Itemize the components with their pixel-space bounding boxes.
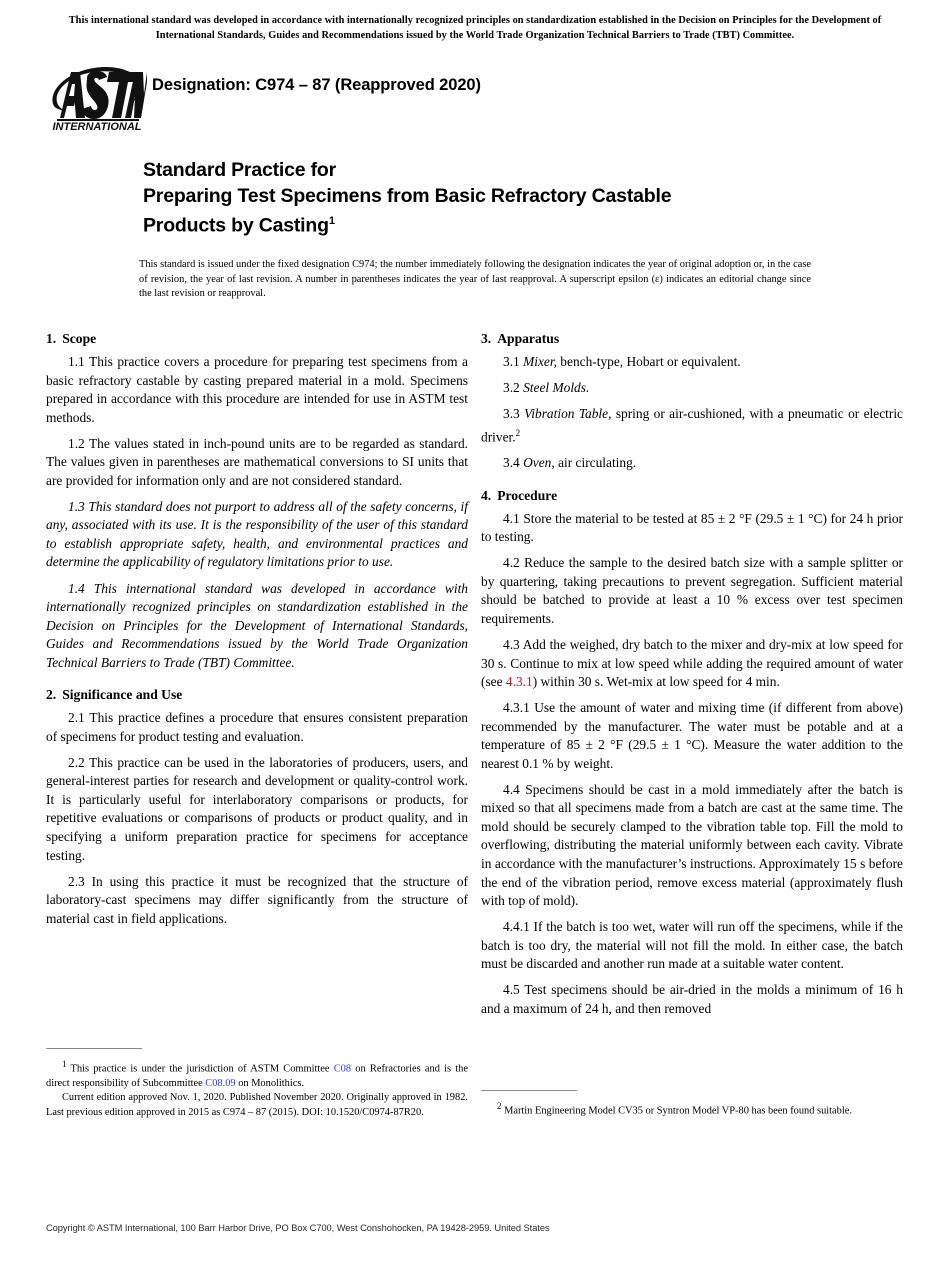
- item-id-3-3: 3.3: [503, 406, 520, 422]
- footnote-left: [46, 1057, 468, 1120]
- title-line-3: [143, 209, 843, 239]
- paragraph-2-2: 2.2 This practice can be used in the laboratories of producers, users, and general-interest parties for research and development or quality-control work. It is particularly useful for interlaboratory comparisons or products, for repetitive evaluations or comparisons of products or product quality, and in specifying a uniform preparation practice for specimens for acceptance testing.: [46, 754, 468, 863]
- item-lead-3-3: Vibration Table,: [524, 406, 612, 422]
- paragraph-1-3: 1.3 This standard does not purport to address all of the safety concerns, if any, associated with its use. It is the responsibility of the user of this standard to establish appropriate safety, health, and environmental practices and determine the applicability of regulatory limitations prior to use.: [46, 498, 468, 570]
- paragraph-3-1: [481, 353, 903, 372]
- section-title-2: Significance and Use: [62, 687, 183, 703]
- page-title: [143, 158, 843, 239]
- paragraph-1-1: 1.1 This practice covers a procedure for preparing test specimens from a basic refractory castable by casting prepared material in a mold. Specimens prepared in accordance with this procedure are intended for use in ASTM test methods.: [46, 354, 468, 425]
- item-rest-3-4: air circulating.: [554, 455, 637, 471]
- column-left: [46, 330, 468, 928]
- item-id-3-1: 3.1: [503, 354, 520, 369]
- section-title-4: Procedure: [497, 487, 558, 503]
- footnote-1-part1: This practice is under the jurisdiction of ASTM Committee: [66, 1063, 334, 1075]
- footnote-1-part3: on Monolithics.: [235, 1077, 305, 1089]
- section-number-3: 3.: [481, 331, 492, 346]
- committee-link-c08[interactable]: C08: [333, 1063, 352, 1075]
- item-id-3-4: 3.4: [503, 455, 520, 471]
- paragraph-4-4: 4.4 Specimens should be cast in a mold immediately after the batch is mixed so that all specimens made from a batch are cast at the same time. The mold should be securely clamped to the vibration table top. Fill the mold to overflowing, distributing the material uniformly between each cavity. Vibrate in accordance with the manufacturer’s instructions. Approximately 15 s before the end of the vibration period, remove excess material (approximately flush with top of mold).: [481, 781, 903, 909]
- paragraph-3-2: [481, 379, 903, 398]
- paragraph-2-3: 2.3 In using this practice it must be recognized that the structure of laboratory-cast specimens may differ significantly from the structure of material cast in field applications.: [46, 873, 468, 926]
- footnote-1-text: [46, 1057, 468, 1091]
- title-line-1: Standard Practice for: [143, 159, 337, 181]
- paragraph-3-4: [481, 454, 903, 473]
- issued-under-note: This standard is issued under the fixed designation C974; the number immediately following the designation indicates the year of original adoption or, in the case of revision, the year of last revision. A number in parentheses indicates the year of last reapproval. A superscript epsilon (ε) indicates an editorial change since the last revision or reapproval.: [139, 259, 811, 300]
- paragraph-3-3: [481, 405, 903, 447]
- paragraph-4-5: 4.5 Test specimens should be air-dried in the molds a minimum of 16 h and a maximum of 24 h, and then removed: [481, 982, 903, 1016]
- item-rest-3-3: spring or air-cushioned, with a pneumatic or electric driver.: [481, 406, 903, 445]
- item-id-3-2: 3.2: [503, 380, 520, 396]
- footnote-1-marker: 1: [62, 1059, 67, 1069]
- footnote-right: [481, 1099, 903, 1119]
- title-line-2: Preparing Test Specimens from Basic Refractory Castable: [143, 184, 672, 207]
- paragraph-4-3: [481, 636, 903, 692]
- footnote-edition-info: Current edition approved Nov. 1, 2020. Published November 2020. Originally approved in 1982. Last previous edition approved in 2015 as C974 – 87 (2015). DOI: 10.1520/C0974-87R20.: [46, 1092, 468, 1118]
- logo-subtitle-text: INTERNATIONAL: [52, 121, 142, 132]
- item-lead-3-1: Mixer,: [523, 354, 557, 369]
- paragraph-4-3-after: ) within 30 s. Wet-mix at low speed for 4 min.: [532, 674, 780, 690]
- paragraph-4-1: 4.1 Store the material to be tested at 85 ± 2 °F (29.5 ± 1 °C) for 24 h prior to testing.: [481, 510, 903, 545]
- section-heading-significance: [46, 686, 468, 704]
- paragraph-4-4-1: 4.4.1 If the batch is too wet, water will run off the specimens, while if the batch is too dry, the material will not fill the mold. In either case, the batch must be discarded and another run made at a suitable water content.: [481, 919, 903, 972]
- section-number-2: 2.: [46, 687, 57, 703]
- paragraph-1-4: 1.4 This international standard was developed in accordance with internationally recognized principles on standardization established in the Decision on Principles for the Development of International Standards, Guides and Recommendations issued by the World Trade Organization Technical Barriers to Trade (TBT) Committee.: [46, 580, 468, 670]
- item-lead-3-4: Oven,: [523, 455, 555, 471]
- item-lead-3-2: Steel Molds.: [523, 380, 590, 396]
- designation: Designation: C974 – 87 (Reapproved 2020): [152, 76, 481, 94]
- footnote-marker-2-ref: 2: [515, 427, 521, 438]
- section-heading-procedure: [481, 487, 903, 505]
- paragraph-4-2: 4.2 Reduce the sample to the desired batch size with a sample splitter or by quartering, taking precautions to prevent segregation. Sufficient material should be batched to provide at least a 10 % excess over test specimen requirements.: [481, 555, 903, 626]
- tbt-banner-line2: Development of International Standards, Guides and Recommendations issued by the World Trade Organization Technical Barriers to Trade (TBT) Committee.: [155, 15, 882, 41]
- footnote-2-text: [481, 1099, 903, 1119]
- astm-logo-svg: [47, 60, 147, 132]
- section-heading-apparatus: [481, 330, 903, 348]
- paragraph-1-2: 1.2 The values stated in inch-pound units are to be regarded as standard. The values given in parentheses are mathematical conversions to SI units that are provided for information only and are not considered standard.: [46, 435, 468, 488]
- footnote-1-part2: on Refractories and is the direct responsibility of Subcommittee: [46, 1063, 468, 1089]
- paragraph-2-1: 2.1 This practice defines a procedure that ensures consistent preparation of specimens for product testing and evaluation.: [46, 710, 468, 744]
- subcommittee-link-c0809[interactable]: C08.09: [205, 1077, 236, 1089]
- footnote-2-marker: 2: [497, 1101, 502, 1111]
- footnote-2-body: Martin Engineering Model CV35 or Syntron Model VP-80 has been found suitable.: [501, 1105, 852, 1117]
- footnote-separator-left: [46, 1048, 142, 1049]
- title-footnote-marker: 1: [328, 215, 335, 227]
- section-title-1: Scope: [62, 331, 97, 346]
- footnote-separator-right: [481, 1090, 577, 1091]
- section-heading-scope: [46, 330, 468, 348]
- cross-reference-4-3-1[interactable]: 4.3.1: [505, 674, 533, 690]
- title-line-3-text: Products by Casting: [143, 214, 329, 237]
- paragraph-4-3-1: 4.3.1 Use the amount of water and mixing time (if different from above) recommended by the manufacturer. The water must be potable and at a temperature of 85 ± 2 °F (29.5 ± 1 °C). Measure the water addition to the nearest 0.1 % by weight.: [481, 700, 903, 771]
- paragraph-4-3-before: 4.3 Add the weighed, dry batch to the mixer and dry-mix at low speed for 30 s. Continue to mix at low speed while adding the required amount of water (see: [481, 636, 903, 690]
- item-rest-3-1: bench-type, Hobart or equivalent.: [556, 354, 741, 369]
- section-number-4: 4.: [481, 487, 492, 503]
- section-title-3: Apparatus: [497, 331, 560, 346]
- copyright-notice: Copyright © ASTM International, 100 Barr Harbor Drive, PO Box C700, West Conshohocken, PA 19428-2959. United States: [46, 1223, 550, 1233]
- tbt-banner-line1: This international standard was developed in accordance with internationally recognized principles on standardization established in the Decision on Principles for the: [68, 15, 809, 26]
- astm-logo: [47, 60, 147, 132]
- column-right: [481, 330, 903, 1018]
- section-number-1: 1.: [46, 331, 57, 346]
- tbt-banner: [48, 14, 902, 43]
